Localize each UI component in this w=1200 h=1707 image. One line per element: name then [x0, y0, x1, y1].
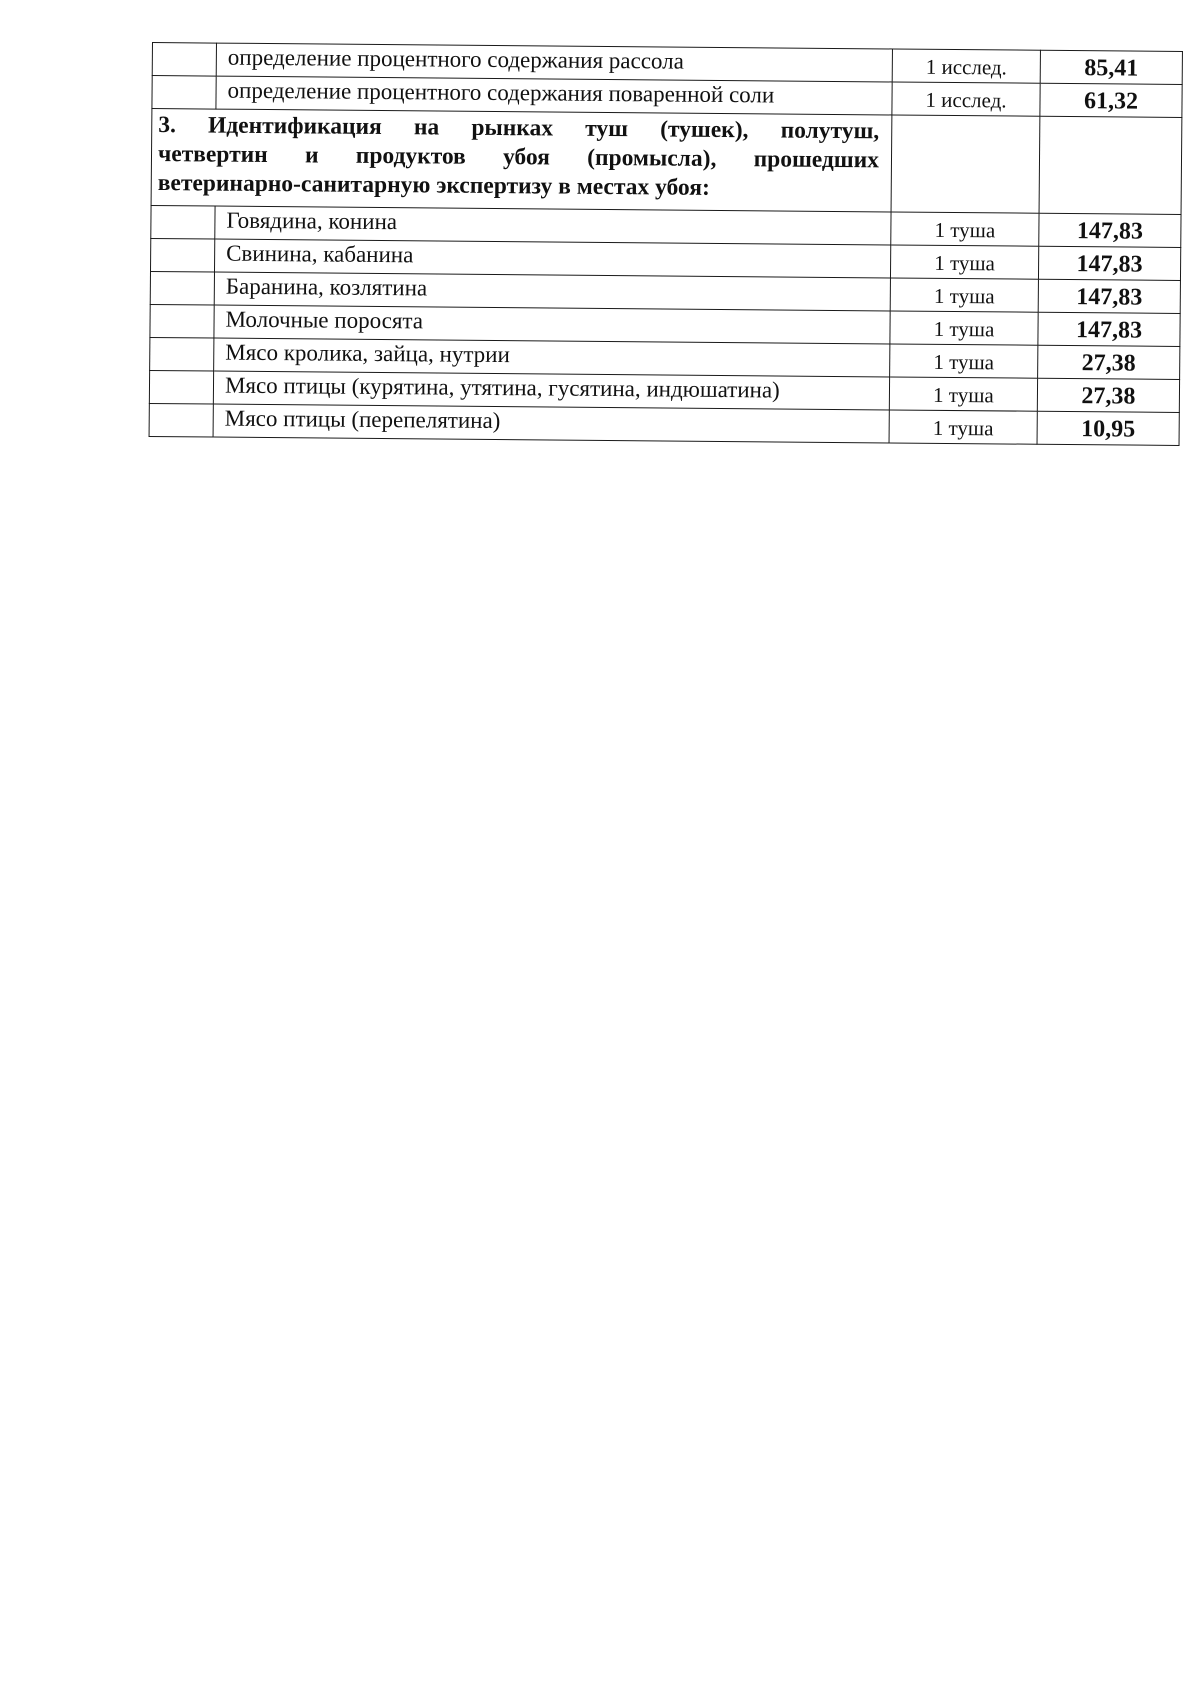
- price-value: 147,83: [1038, 312, 1180, 346]
- empty-unit-cell: [891, 115, 1040, 213]
- section-header-row: [151, 109, 1182, 215]
- service-name: определение процентного содержания рассола: [216, 43, 892, 82]
- price-value: 85,41: [1040, 50, 1182, 84]
- row-number-cell: [152, 76, 216, 110]
- empty-price-cell: [1039, 116, 1182, 214]
- row-number-cell: [150, 271, 214, 305]
- service-name: Баранина, козлятина: [214, 272, 890, 311]
- price-value: 61,32: [1040, 83, 1182, 117]
- row-number-cell: [150, 337, 214, 371]
- service-name: определение процентного содержания поваренной соли: [216, 76, 892, 115]
- price-table: [149, 42, 1183, 446]
- row-number-cell: [149, 403, 213, 437]
- unit-of-measure: 1 туша: [890, 311, 1038, 345]
- price-value: 27,38: [1038, 345, 1180, 379]
- service-name: Мясо кролика, зайца, нутрии: [214, 338, 890, 377]
- row-number-cell: [152, 43, 216, 77]
- price-value: 147,83: [1039, 213, 1181, 247]
- service-name: Свинина, кабанина: [214, 239, 890, 278]
- row-number-cell: [151, 205, 215, 239]
- unit-of-measure: 1 туша: [890, 278, 1038, 312]
- price-value: 10,95: [1037, 411, 1179, 445]
- section-title-line: четвертин и продуктов убоя (промысла), прошедших: [157, 141, 880, 174]
- unit-of-measure: 1 туша: [889, 377, 1037, 411]
- unit-of-measure: 1 исслед.: [892, 49, 1040, 83]
- unit-of-measure: 1 туша: [891, 212, 1039, 246]
- price-value: 27,38: [1037, 378, 1179, 412]
- unit-of-measure: 1 туша: [890, 344, 1038, 378]
- section-title: [151, 109, 892, 212]
- service-name: Мясо птицы (перепелятина): [213, 404, 889, 443]
- unit-of-measure: 1 туша: [889, 410, 1037, 444]
- service-name: Говядина, конина: [215, 206, 891, 245]
- service-name: Мясо птицы (курятина, утятина, гусятина, индюшатина): [213, 371, 889, 410]
- price-value: 147,83: [1038, 279, 1180, 313]
- section-title-line: 3. Идентификация на рынках туш (тушек), полутуш,: [158, 112, 880, 145]
- row-number-cell: [149, 370, 213, 404]
- row-number-cell: [150, 238, 214, 272]
- section-title-line: ветеринарно-санитарную экспертизу в местах убоя:: [157, 170, 710, 201]
- row-number-cell: [150, 304, 214, 338]
- unit-of-measure: 1 исслед.: [892, 82, 1040, 116]
- service-name: Молочные поросята: [214, 305, 890, 344]
- unit-of-measure: 1 туша: [890, 245, 1038, 279]
- price-value: 147,83: [1038, 246, 1180, 280]
